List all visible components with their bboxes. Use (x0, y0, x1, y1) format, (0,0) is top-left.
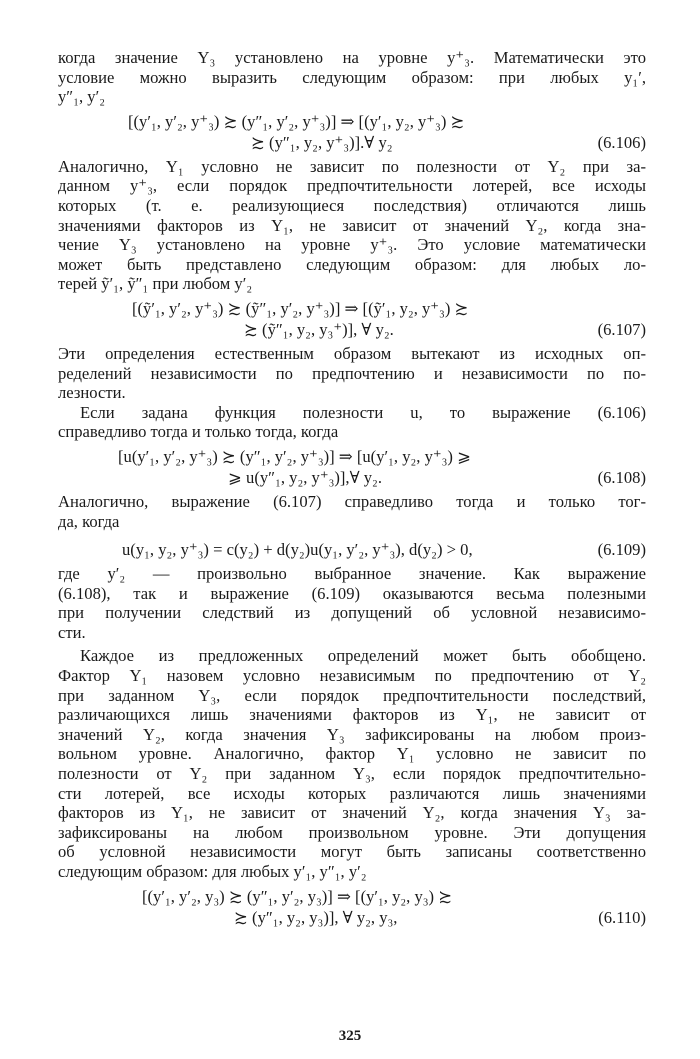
text-line: при заданном Y₃, если порядок предпочтительности последствий, (58, 685, 646, 705)
equation-text: ≿ (y″₁, y₂, y⁺₃)].∀ y₂ (251, 132, 393, 152)
text-line: справедливо тогда и только тогда, когда (58, 422, 339, 442)
text-line: значений Y₂, когда значения Y₃ зафиксированы на любом произ- (58, 724, 646, 744)
paragraph-1 (58, 48, 646, 107)
text-line: (6.108), так и выражение (6.109) оказываются весьма полезными (58, 583, 646, 603)
text-line: может быть представлено следующим образом: для любых ло- (58, 254, 646, 274)
equation-6-110-line-1 (58, 886, 646, 907)
equation-number: (6.109) (597, 540, 646, 560)
text-line: об условной независимости могут быть записаны соответственно (58, 842, 646, 862)
equation-6-106-line-1 (58, 111, 646, 132)
text-line: чение Y₃ установлено на уровне y⁺₃. Это условие математически (58, 235, 646, 255)
equation-6-110-line-2 (58, 907, 646, 928)
text-line: ределений независимости по предпочтению и независимости по по- (58, 363, 646, 383)
text-line: терей ỹ′₁, ỹ″₁ при любом y′₂ (58, 274, 253, 294)
equation-text: [(y′₁, y′₂, y₃) ≿ (y″₁, y′₂, y₃)] ⇒ [(y′₁, y₂, y₃) ≿ (142, 886, 453, 906)
text-line: вольном уровне. Аналогично, фактор Y₁ условно не зависит по (58, 744, 646, 764)
text-line: Эти определения естественным образом вытекают из исходных оп- (58, 343, 646, 363)
equation-text: ≿ (y″₁, y₂, y₃)], ∀ y₂, y₃, (234, 907, 398, 927)
equation-text: ⩾ u(y″₁, y₂, y⁺₃)],∀ y₂. (228, 467, 382, 487)
text-line: при получении следствий из допущений об условной независимо- (58, 603, 646, 623)
text-line: Каждое из предложенных определений может быть обобщено. (80, 646, 646, 666)
equation-text: [u(y′₁, y′₂, y⁺₃) ≿ (y″₁, y′₂, y⁺₃)] ⇒ [u(y′₁, y₂, y⁺₃) ⩾ (118, 446, 472, 466)
text-line: где y′₂ — произвольно выбранное значение. Как выражение (58, 564, 646, 584)
equation-6-107-line-1 (58, 298, 646, 319)
paragraph-5 (58, 492, 646, 531)
text-line: условие можно выразить следующим образом: при любых y₁′, (58, 67, 646, 87)
equation-number: (6.110) (598, 907, 646, 927)
equation-6-109 (58, 539, 646, 560)
equation-text: u(y₁, y₂, y⁺₃) = c(y₂) + d(y₂)u(y₁, y′₂, y⁺₃), d(y₂) > 0, (122, 540, 473, 560)
text-line: факторов из Y₁, не зависит от значений Y₂, когда значения Y₃ за- (58, 803, 646, 823)
equation-6-107-line-2 (58, 319, 646, 340)
text-line: различающихся лишь значениями факторов из Y₁, не зависит от (58, 705, 646, 725)
text-line: следующим образом: для любых y′₁, y″₁, y′₂ (58, 862, 367, 881)
paragraph-7 (58, 646, 646, 881)
page-content (58, 48, 646, 928)
paragraph-4 (58, 403, 646, 442)
text-line: Если задана функция полезности u, то выражение (6.106) (80, 402, 646, 422)
equation-text: ≿ (ỹ″₁, y₂, y₃⁺)], ∀ y₂. (244, 319, 394, 339)
text-line: полезности от Y₂ при заданном Y₃, если порядок предпочтительно- (58, 764, 646, 784)
equation-6-108-line-2 (58, 467, 646, 488)
text-line: значениями факторов из Y₁, не зависит от значений Y₂, когда зна- (58, 215, 646, 235)
equation-text: [(y′₁, y′₂, y⁺₃) ≿ (y″₁, y′₂, y⁺₃)] ⇒ [(y′₁, y₂, y⁺₃) ≿ (128, 111, 465, 131)
text-line: данном y⁺₃, если порядок предпочтительности лотерей, все исходы (58, 176, 646, 196)
page-number: 325 (338, 1028, 362, 1044)
text-line: Аналогично, Y₁ условно не зависит по полезности от Y₂ при за- (58, 156, 646, 176)
paragraph-2 (58, 157, 646, 294)
text-line: сти. (58, 622, 86, 642)
text-line: сти лотерей, все исходы которых различаются лишь значениями (58, 783, 646, 803)
paragraph-6 (58, 564, 646, 642)
text-line: которых (т. е. реализующиеся последствия) отличаются лишь (58, 195, 646, 215)
equation-text: [(ỹ′₁, y′₂, y⁺₃) ≿ (ỹ″₁, y′₂, y⁺₃)] ⇒ [(ỹ′₁, y₂, y⁺₃) ≿ (132, 298, 469, 318)
text-line: Аналогично, выражение (6.107) справедливо тогда и только тог- (58, 491, 646, 511)
text-line: лезности. (58, 383, 126, 403)
equation-6-106-line-2 (58, 132, 646, 153)
equation-number: (6.107) (597, 319, 646, 339)
text-line: когда значение Y₃ установлено на уровне y⁺₃. Математически это (58, 48, 646, 67)
paragraph-3 (58, 344, 646, 403)
equation-number: (6.108) (597, 467, 646, 487)
text-line: зафиксированы на любом произвольном уровне. Эти допущения (58, 822, 646, 842)
equation-number: (6.106) (597, 132, 646, 152)
text-line: Фактор Y₁ назовем условно независимым по предпочтению от Y₂ (58, 666, 646, 686)
text-line: да, когда (58, 511, 120, 531)
text-line: y″₁, y′₂ (58, 87, 106, 107)
equation-6-108-line-1 (58, 446, 646, 467)
